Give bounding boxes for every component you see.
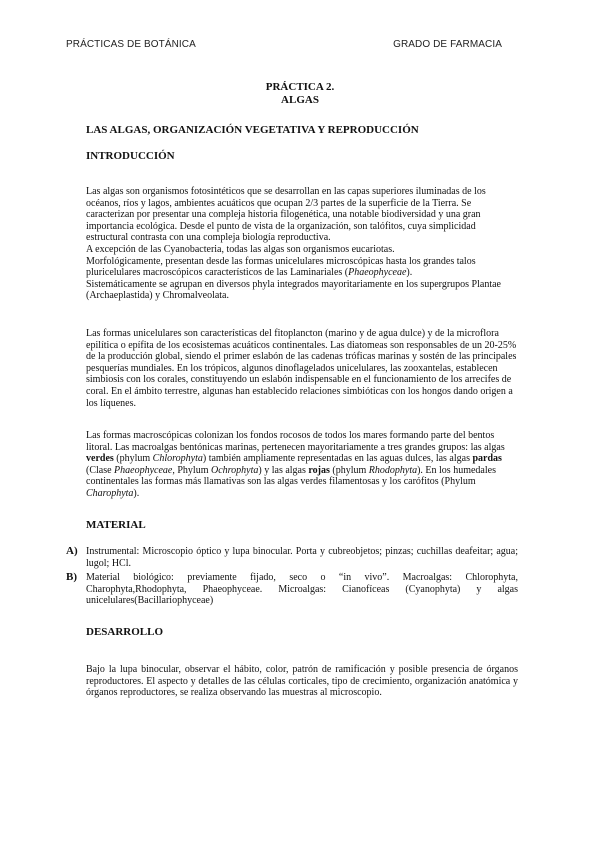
- intro-paragraph-2: Las formas unicelulares son características del fitoplancton (marino y de agua dulce) y de la microflora epilítica o epífita de los ecosistemas acuáticos continentales. Las diatomeas son responsables de un 20-25% de la producción global, siendo el primer eslabón de las cadenas tróficas marinas y sostén de las principales pesquerías mundiales. En los trópicos, algunos dinoflagelados unicelulares, las zooxantelas, establecen simbiosis con los corales, constituyendo un eslabón indispensable en el funcionamiento de los arrecifes de coral. En el ámbito terrestre, algunas han establecido relaciones simbióticas con los hongos dando origen a los líquenes.: [86, 328, 517, 409]
- intro-p1-eukaryote: A excepción de las Cyanobacteria, todas las algas son organismos eucariotas.: [86, 243, 395, 255]
- list-item-text: Instrumental: Microscopio óptico y lupa binocular. Porta y cubreobjetos; pinzas; cuchillas deafeitar; agua; lugol; HCl.: [86, 546, 518, 569]
- intro-p1-systematics: Sistemáticamente se agrupan en diversos phyla integrados mayoritariamente en los supergrupos Plantae (Archaeplastida) y Chromalveolata.: [86, 278, 501, 302]
- list-item-text: Material biológico: previamente fijado, seco o “in vivo”. Macroalgas: Chlorophyta, Charophyta,Rhodophyta, Phaeophyceae. Microalgas: Cianofíceas (Cyanophyta) y algas unicelulares(Bacillariophyceae): [86, 572, 518, 607]
- intro-heading: INTRODUCCIÓN: [86, 150, 175, 162]
- intro-p1-text: Las algas son organismos fotosintéticos que se desarrollan en las capas superiores iluminadas de los océanos, ríos y lagos, ambientes acuáticos que ocupan 2/3 partes de la superficie de la Tierra. Se caracterizan por presentar una compleja historia filogenética, una notable biodiversidad y una gran importancia ecológica. Desde el punto de vista de la organización, son talófitos, cuya simplicidad estructural contrasta con una compleja biología reproductiva.: [86, 186, 486, 244]
- intro-paragraph-3: Las formas macroscópicas colonizan los fondos rocosos de todos los mares formando parte del bentos litoral. Las macroalgas bentónicas marinas, pertenecen mayoritariamente a tres grandes grupos: las algas verdes (phylum Chlorophyta) también ampliamente representadas en las aguas dulces, las algas pardas (Clase Phaeophyceae, Phylum Ochrophyta) y las algas rojas (phylum Rhodophyta). En los humedales continentales las formas más llamativas son las algas verdes filamentosas y los carófitos (Phylum Charophyta).: [86, 430, 505, 499]
- document-subtitle: LAS ALGAS, ORGANIZACIÓN VEGETATIVA Y REPRODUCCIÓN: [86, 124, 419, 136]
- practice-topic: ALGAS: [281, 94, 319, 106]
- material-item-instrumental: [66, 546, 518, 569]
- list-marker: A): [66, 545, 78, 557]
- practice-number: PRÁCTICA 2.: [265, 81, 335, 93]
- header-degree: GRADO DE FARMACIA: [393, 39, 502, 50]
- intro-p1-morphology: Morfológicamente, presentan desde las formas unicelulares microscópicas hasta los grandes talos pluricelulares macroscópicos característicos de las Laminariales (Phaeophyceae).: [86, 255, 476, 279]
- desarrollo-heading: DESARROLLO: [86, 626, 164, 638]
- list-marker: B): [66, 571, 77, 583]
- header-course: PRÁCTICAS DE BOTÁNICA: [66, 39, 196, 50]
- practice-title: [0, 81, 600, 107]
- material-heading: MATERIAL: [86, 519, 146, 531]
- desarrollo-paragraph: Bajo la lupa binocular, observar el hábito, color, patrón de ramificación y posible presencia de órganos reproductores. El aspecto y detalles de las células corticales, tipo de crecimiento, organización anatómica y órganos reproductores, se realiza observando las muestras al microscopio.: [86, 664, 518, 699]
- material-item-biological: [66, 572, 518, 607]
- intro-paragraph-1: [86, 186, 518, 302]
